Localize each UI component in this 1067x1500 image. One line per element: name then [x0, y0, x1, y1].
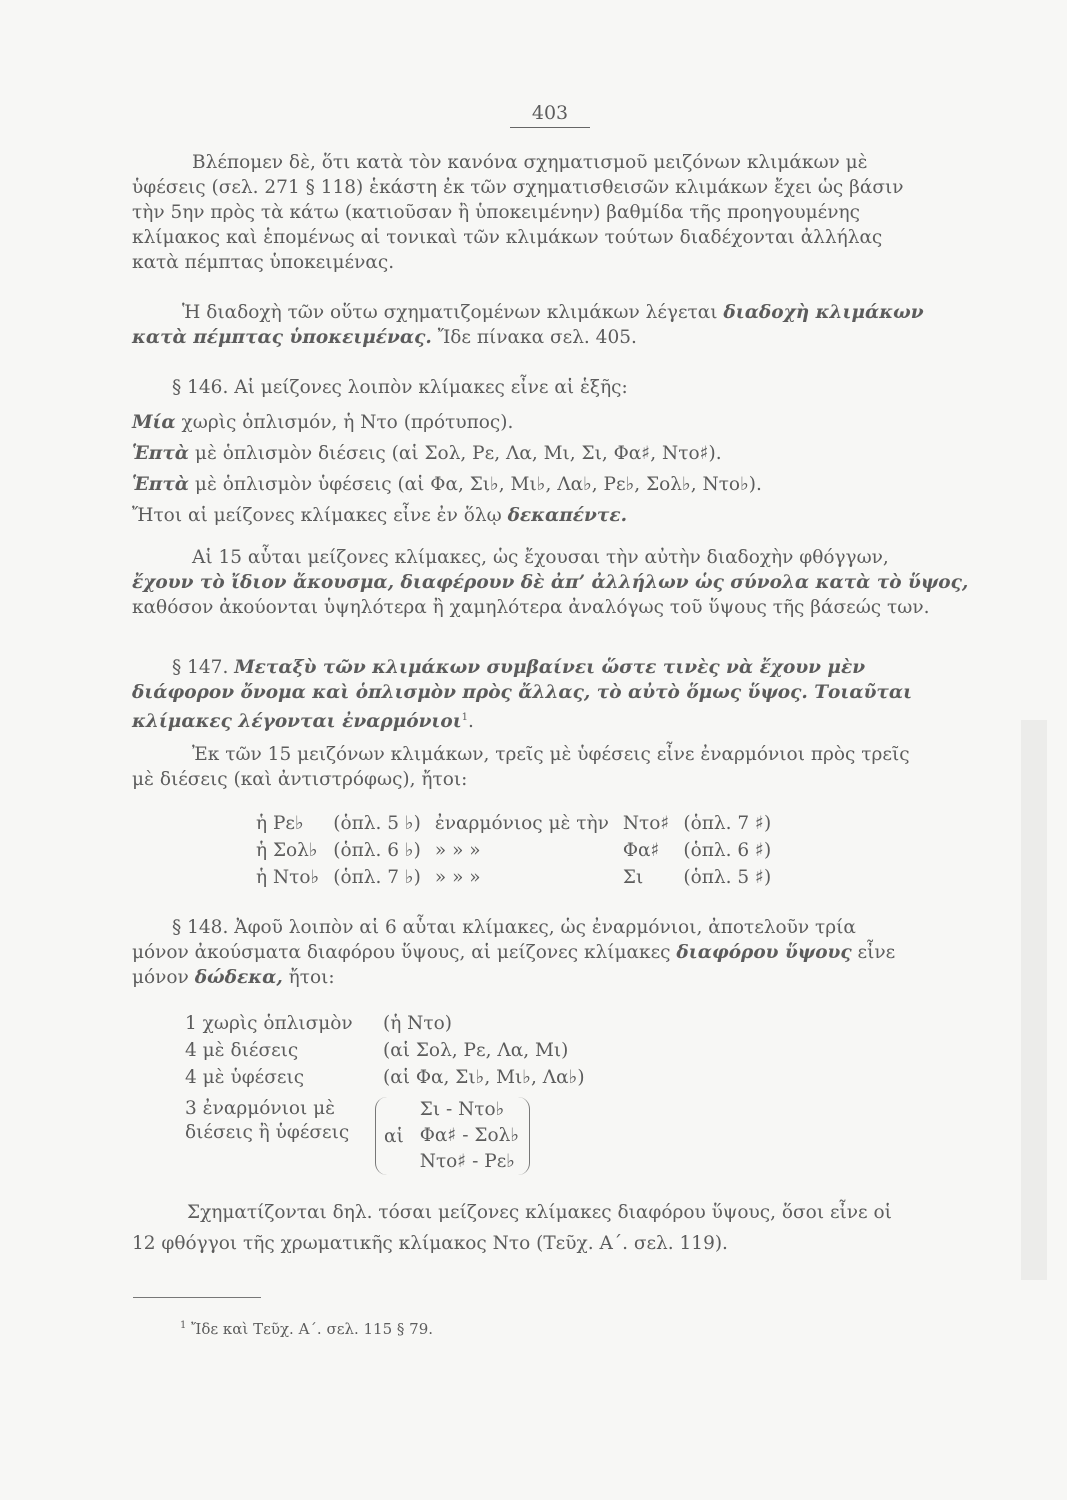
section-146 — [132, 375, 957, 528]
paragraph-final — [132, 1200, 957, 1256]
text: . — [468, 711, 474, 733]
text-line: Σχηματίζονται δηλ. τόσαι μείζονες κλίμακες διαφόρου ὕψους, ὅσοι εἶνε οἱ — [187, 1202, 892, 1223]
bold-term: δώδεκα, — [194, 967, 283, 988]
text: εἶνε — [851, 942, 896, 963]
table-row: ἡ Ντο♭ (ὁπλ. 7 ♭) » » » Σι (ὁπλ. 5 ♯) — [256, 867, 772, 888]
list-item: 1 χωρὶς ὁπλισμὸν (ἡ Ντο) — [185, 1013, 452, 1034]
bold-term: Ἑπτὰ — [132, 443, 190, 464]
footnote — [180, 1320, 433, 1338]
table-row: ἡ Σολ♭ (ὁπλ. 6 ♭) » » » Φα♯ (ὁπλ. 6 ♯) — [256, 840, 772, 861]
text-line: κλίμακος καὶ ἑπομένως αἱ τονικαὶ τῶν κλιμάκων τούτων διαδέχονται ἀλλήλας — [132, 227, 883, 248]
text-line: διέσεις ἢ ὑφέσεις — [185, 1122, 350, 1143]
text-line: τὴν 5ην πρὸς τὰ κάτω (κατιοῦσαν ἢ ὑποκειμένην) βαθμίδα τῆς προηγουμένης — [132, 202, 860, 223]
text-line: 12 φθόγγοι τῆς χρωματικῆς κλίμακος Ντο (Τεῦχ. Α΄. σελ. 119). — [132, 1233, 728, 1254]
bold-term: κλίμακες λέγονται ἐναρμόνιοι — [132, 711, 462, 733]
footnote-mark: 1 — [180, 1320, 187, 1331]
enharmonic-table — [256, 810, 785, 891]
list-item: 4 μὲ ὑφέσεις (αἱ Φα, Σι♭, Μι♭, Λα♭) — [185, 1067, 585, 1088]
brace-bracket — [375, 1097, 412, 1175]
bold-term: διαφόρου ὕψους — [676, 942, 852, 963]
text-line: § 148. Ἀφοῦ λοιπὸν αἱ 6 αὗται κλίμακες, ὡς ἐναρμόνιοι, ἀποτελοῦν τρία — [172, 917, 856, 938]
text: Ἡ διαδοχὴ τῶν οὕτω σχηματιζομένων κλιμάκων λέγεται — [182, 302, 724, 323]
section-heading: § 146. Αἱ μείζονες λοιπὸν κλίμακες εἶνε αἱ ἑξῆς: — [172, 377, 628, 398]
table-row: ἡ Ρε♭ (ὁπλ. 5 ♭) ἐναρμόνιος μὲ τὴν Ντο♯ (ὁπλ. 7 ♯) — [256, 813, 772, 834]
bleed-through-shadow — [1007, 720, 1067, 1280]
text: μὲ ὁπλισμὸν διέσεις (αἱ Σολ, Ρε, Λα, Μι, Σι, Φα♯, Ντο♯). — [189, 443, 722, 464]
text: μόνον — [132, 967, 195, 988]
section-148 — [132, 915, 957, 990]
scale-list — [185, 1010, 585, 1175]
page-number: 403 — [510, 102, 590, 128]
bold-term: κατὰ πέμπτας ὑποκειμένας. — [132, 327, 432, 348]
bold-term: δεκαπέντε. — [507, 505, 628, 526]
paragraph-succession — [132, 300, 957, 350]
text-line: μὲ διέσεις (καὶ ἀντιστρόφως), ἤτοι: — [132, 769, 468, 791]
list-item: Ντο♯ - Ρε♭ — [419, 1151, 516, 1172]
bold-term: Μεταξὺ τῶν κλιμάκων συμβαίνει ὥστε τινὲς νὰ ἔχουν μὲν — [234, 657, 866, 678]
bold-term: Ἑπτὰ — [132, 474, 190, 495]
bold-line: διάφορον ὄνομα καὶ ὁπλισμὸν πρὸς ἄλλας, τὸ αὐτὸ ὅμως ὕψος. Τοιαῦται — [132, 682, 913, 703]
list-item: Σι - Ντο♭ — [419, 1099, 505, 1120]
text-line: ὑφέσεις (σελ. 271 § 118) ἑκάστη ἐκ τῶν σχηματισθεισῶν κλιμάκων ἔχει ὡς βάσιν — [132, 177, 904, 198]
text: χωρὶς ὁπλισμόν, ἡ Ντο (πρότυπος). — [175, 412, 514, 433]
enharmonic-group — [185, 1097, 585, 1175]
text-line: Ἐκ τῶν 15 μειζόνων κλιμάκων, τρεῖς μὲ ὑφέσεις εἶνε ἐναρμόνιοι πρὸς τρεῖς — [192, 744, 910, 766]
footnote-text: Ἴδε καὶ Τεῦχ. Α΄. σελ. 115 § 79. — [191, 1320, 434, 1338]
text: μόνον ἀκούσματα διαφόρου ὕψους, αἱ μείζονες κλίμακες — [132, 942, 677, 963]
paragraph-fifteen — [132, 545, 969, 620]
article: αἱ — [384, 1125, 404, 1147]
text-line: καθόσον ἀκούονται ὑψηλότερα ἢ χαμηλότερα ἀναλόγως τοῦ ὕψους τῆς βάσεώς των. — [132, 597, 930, 618]
text-line: Βλέπομεν δὲ, ὅτι κατὰ τὸν κανόνα σχηματισμοῦ μειζόνων κλιμάκων μὲ — [192, 152, 868, 173]
paragraph-intro — [132, 150, 957, 275]
section-number: § 147. — [172, 657, 235, 678]
list-item: 4 μὲ διέσεις (αἱ Σολ, Ρε, Λα, Μι) — [185, 1040, 569, 1061]
text-line: Αἱ 15 αὗται μείζονες κλίμακες, ὡς ἔχουσαι τὴν αὐτὴν διαδοχὴν φθόγγων, — [192, 547, 889, 568]
text: ἤτοι: — [282, 967, 335, 988]
section-147 — [132, 655, 957, 792]
text-line: κατὰ πέμπτας ὑποκειμένας. — [132, 252, 395, 273]
text: Ἤτοι αἱ μείζονες κλίμακες εἶνε ἐν ὅλῳ — [132, 505, 508, 526]
bold-term: διαδοχὴ κλιμάκων — [723, 302, 924, 323]
bold-term: Μία — [132, 412, 176, 433]
text: μὲ ὁπλισμὸν ὑφέσεις (αἱ Φα, Σι♭, Μι♭, Λα♭, Ρε♭, Σολ♭, Ντο♭). — [189, 474, 762, 495]
text-line: 3 ἐναρμόνιοι μὲ — [185, 1098, 336, 1119]
text: Ἴδε πίνακα σελ. 405. — [431, 327, 637, 348]
footnote-ref: 1 — [461, 712, 469, 723]
list-item: Φα♯ - Σολ♭ — [419, 1125, 520, 1146]
footnote-divider — [133, 1297, 261, 1298]
bold-line: ἔχουν τὸ ἴδιον ἄκουσμα, διαφέρουν δὲ ἀπ’ ἀλλήλων ὡς σύνολα κατὰ τὸ ὕψος, — [132, 572, 969, 593]
